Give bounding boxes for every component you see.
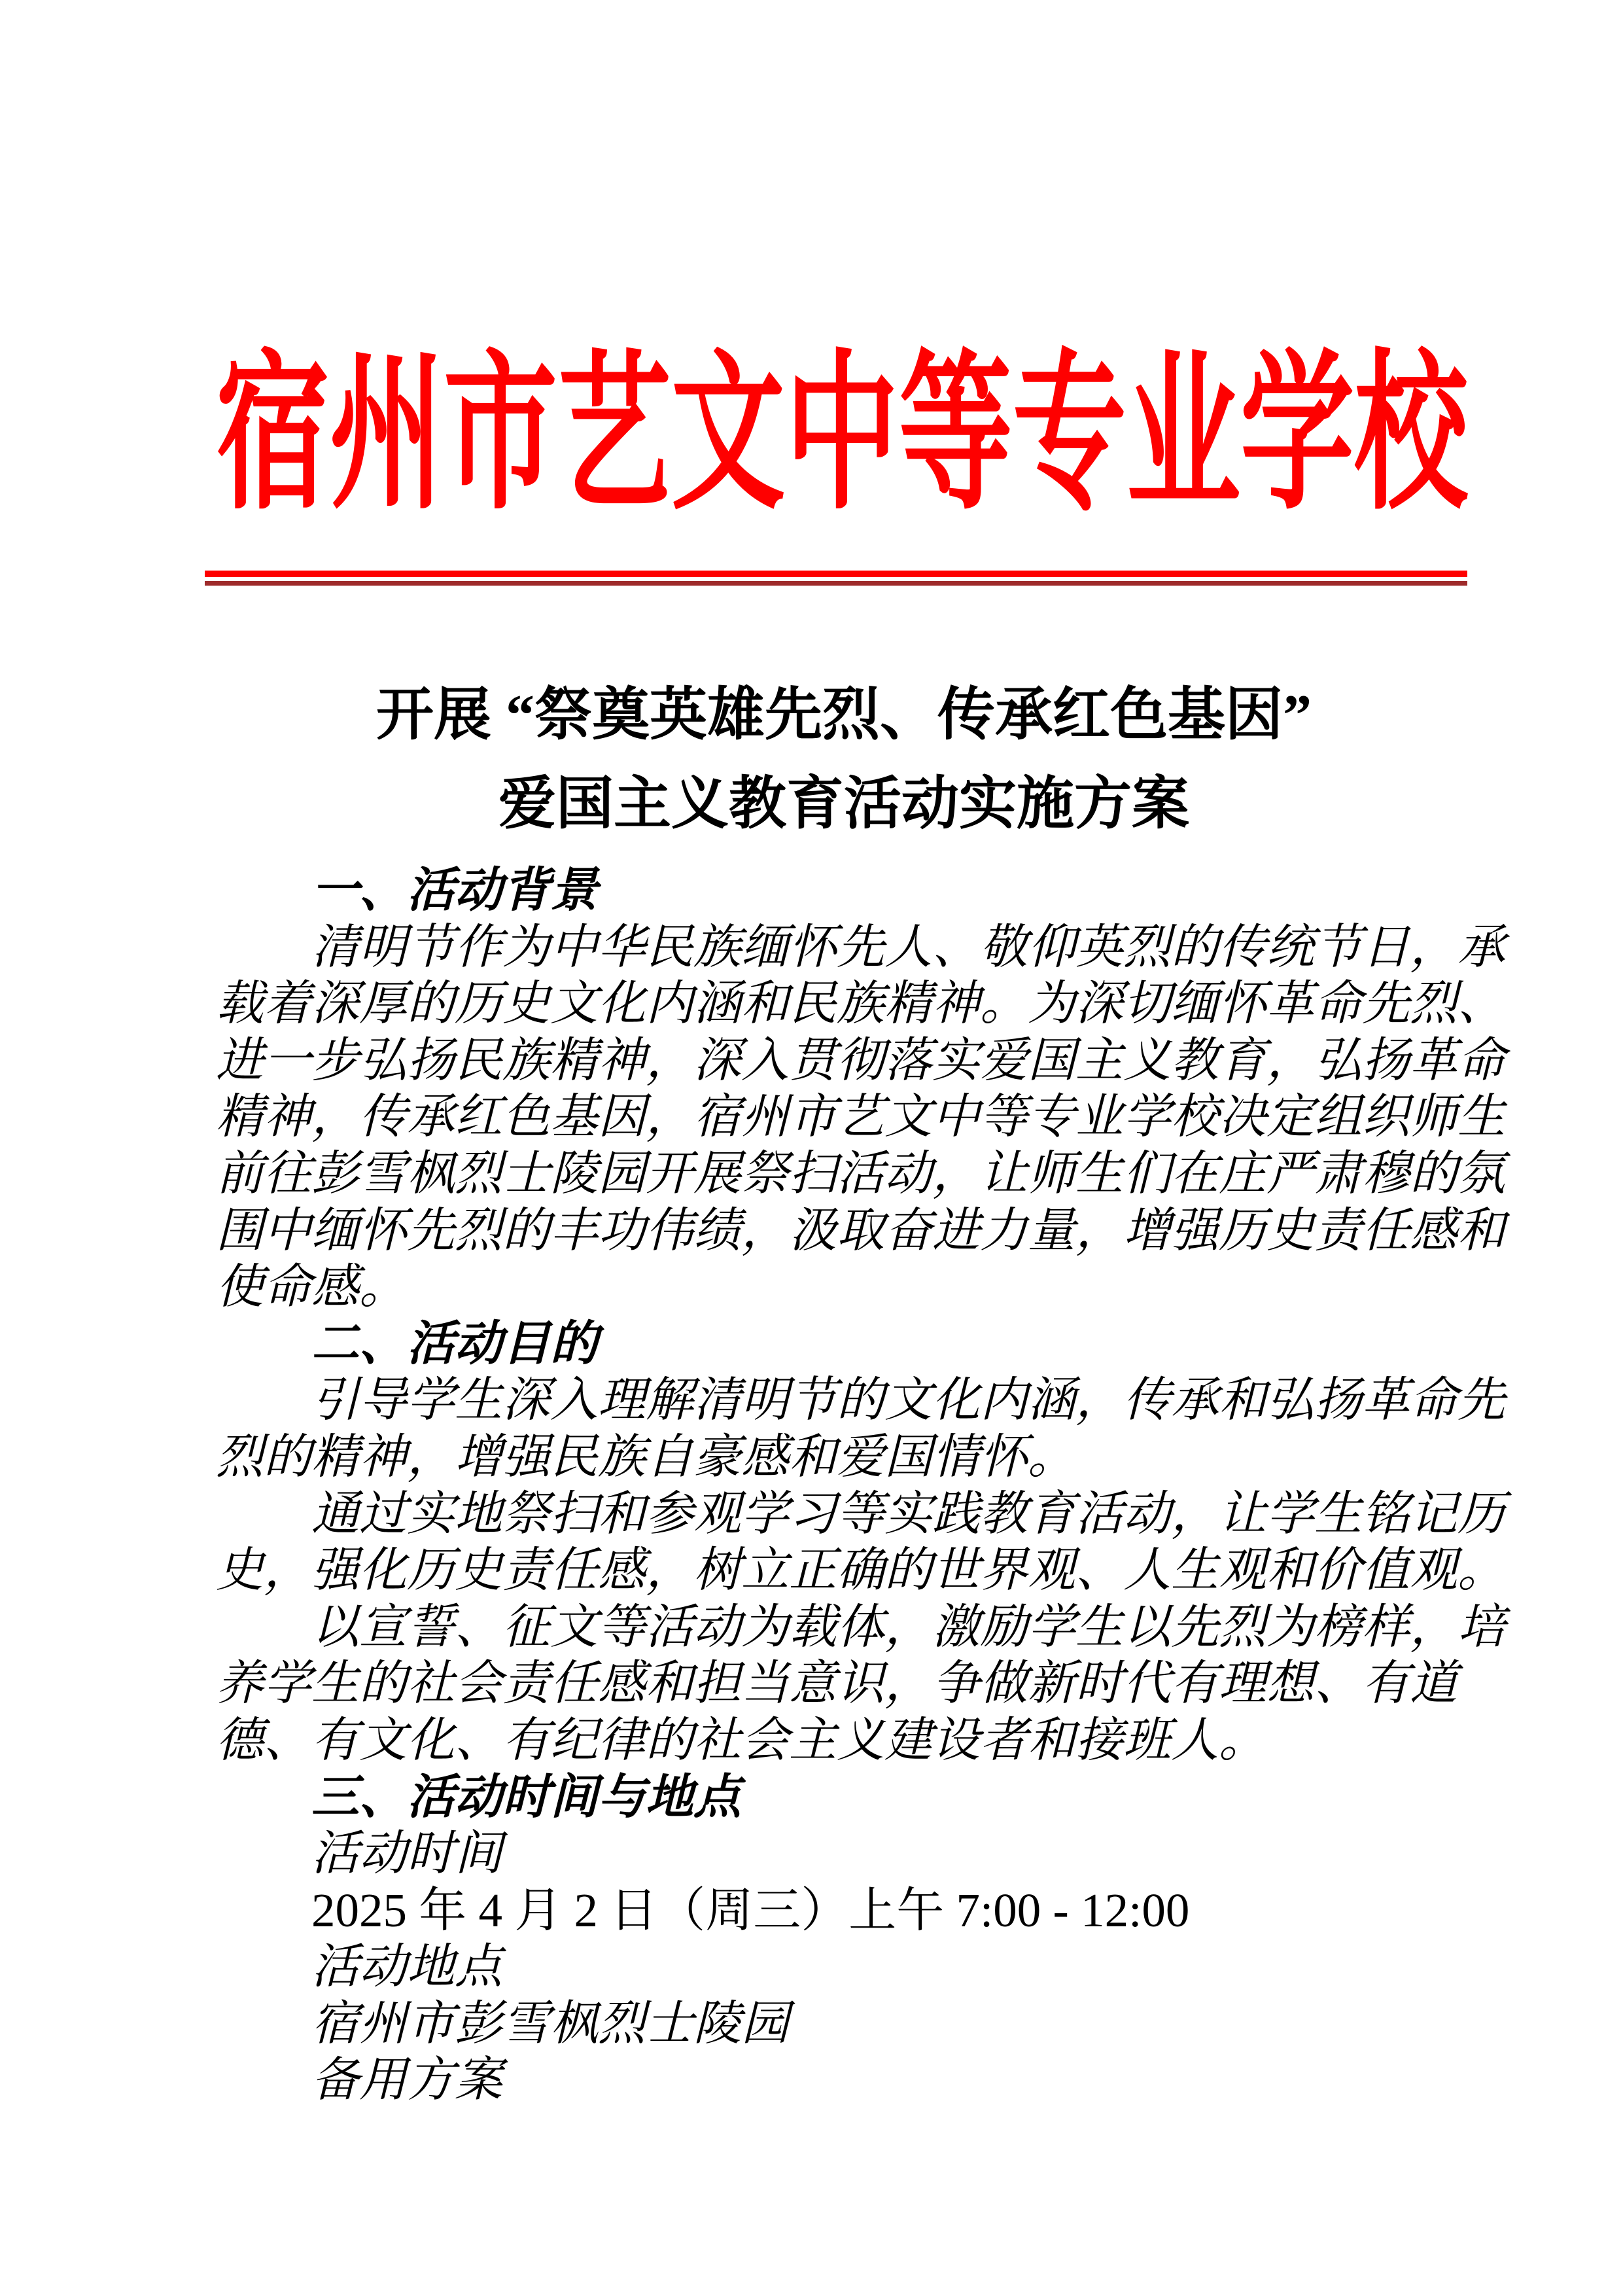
body-line: 围中缅怀先烈的丰功伟绩，汲取奋进力量，增强历史责任感和 bbox=[216, 1203, 1505, 1257]
document-title-line-2: 爱国主义教育活动实施方案 bbox=[498, 773, 1189, 836]
document-title bbox=[216, 671, 1472, 849]
section-heading-activity-background: 一、活动背景 bbox=[311, 864, 598, 917]
activity-place-label: 活动地点 bbox=[311, 1940, 502, 1994]
body-line: 烈的精神，增强民族自豪感和爱国情怀。 bbox=[216, 1430, 1075, 1483]
activity-time-value: 2025 年 4 月 2 日（周三）上午 7:00 - 12:00 bbox=[311, 1883, 1190, 1937]
body-line: 精神，传承红色基因，宿州市艺文中等专业学校决定组织师生 bbox=[216, 1090, 1505, 1144]
backup-plan-label: 备用方案 bbox=[311, 2053, 502, 2107]
document-title-line-1: 开展 “祭奠英雄先烈、传承红色基因” bbox=[375, 684, 1312, 747]
body-line: 史，强化历史责任感，树立正确的世界观、人生观和价值观。 bbox=[216, 1544, 1505, 1597]
body-line: 载着深厚的历史文化内涵和民族精神。为深切缅怀革命先烈、 bbox=[216, 977, 1505, 1031]
body-line: 清明节作为中华民族缅怀先人、敬仰英烈的传统节日，承 bbox=[311, 920, 1505, 974]
divider-line-top bbox=[205, 571, 1467, 577]
document-body bbox=[216, 862, 1505, 2109]
divider-line-bottom bbox=[205, 581, 1467, 586]
section-heading-activity-purpose: 二、活动目的 bbox=[311, 1316, 598, 1370]
activity-time-label: 活动时间 bbox=[311, 1827, 502, 1881]
body-line: 以宣誓、征文等活动为载体，激励学生以先烈为榜样，培 bbox=[311, 1600, 1505, 1653]
body-line: 进一步弘扬民族精神，深入贯彻落实爱国主义教育，弘扬革命 bbox=[216, 1033, 1505, 1087]
body-line: 通过实地祭扫和参观学习等实践教育活动，让学生铭记历 bbox=[311, 1487, 1505, 1540]
section-heading-time-and-place: 三、活动时间与地点 bbox=[311, 1770, 741, 1824]
body-line: 德、有文化、有纪律的社会主义建设者和接班人。 bbox=[216, 1713, 1266, 1767]
letterhead-divider bbox=[205, 571, 1467, 586]
body-line: 引导学生深入理解清明节的文化内涵，传承和弘扬革命先 bbox=[311, 1373, 1505, 1427]
letterhead bbox=[216, 340, 1472, 530]
body-line: 前往彭雪枫烈士陵园开展祭扫活动，让师生们在庄严肃穆的氛 bbox=[216, 1146, 1505, 1200]
body-line: 养学生的社会责任感和担当意识，争做新时代有理想、有道 bbox=[216, 1657, 1457, 1710]
activity-place-value: 宿州市彭雪枫烈士陵园 bbox=[311, 1996, 789, 2050]
body-line: 使命感。 bbox=[216, 1260, 407, 1314]
letterhead-school-name: 宿州市艺文中等专业学校 bbox=[216, 340, 1469, 530]
